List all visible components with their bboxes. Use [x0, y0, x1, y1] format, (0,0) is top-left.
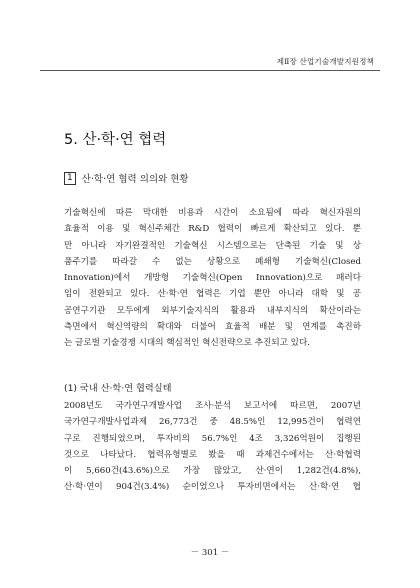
paragraph-line: 측면에서 혁신역량의 확대와 더불어 효율적 배분 및 연계를 촉진하 [64, 322, 361, 333]
subsection-number-box: 1 [64, 172, 76, 185]
paragraph-line: 품주기를 따라갈 수 없는 상황으로 폐쇄형 기술혁신(Closed [64, 256, 361, 267]
paragraph-line: 것으로 나타났다. 협력유형별로 봤을 때 과제건수에서는 산·학협력 [64, 449, 361, 460]
paragraph-line: 만 아니라 자기완결적인 기술혁신 시스템으로는 단축된 기술 및 상 [64, 240, 361, 251]
paragraph-line: 임이 전환되고 있다. 산·학·연 협력은 기업 뿐만 아니라 대학 및 공 [64, 289, 361, 300]
paragraph-intro [64, 205, 361, 352]
section-title: 5. 산·학·연 협력 [64, 132, 167, 148]
paragraph-line: 공연구기관 모두에게 외부기술지식의 활용과 내부지식의 확산이라는 [64, 305, 361, 316]
paragraph-line: 산·학·연이 904건(3.4%) 순이었으나 투자비면에서는 산·학·연 협 [64, 482, 361, 493]
paragraph-line: 2008년도 국가연구개발사업 조사·분석 보고서에 따르면, 2007년 [64, 401, 361, 411]
paragraph-line: 는 글로벌 기술경쟁 시대의 핵심적인 혁신전략으로 추진되고 있다. [64, 338, 310, 349]
paragraph-domestic-status [64, 398, 361, 496]
paragraph-line: 효율적 이용 및 혁신주체간 R&D 협력이 빠르게 확산되고 있다. 뿐 [64, 224, 361, 235]
running-head: 제Ⅱ장 산업기술개발지원정책 [276, 57, 374, 66]
subsection-title: 산·학·연 협력 의의와 현황 [81, 174, 189, 185]
paragraph-line: 구로 진행되었으며, 투자비의 56.7%인 4조 3,326억원이 집행된 [64, 433, 361, 444]
subsubsection-heading: (1) 국내 산·학·연 협력실태 [64, 383, 172, 394]
paragraph-line: 이 5,660건(43.6%)으로 가장 많았고, 산·연이 1,282건(4.8%), [64, 466, 361, 477]
paragraph-line: Innovation)에서 개방형 기술혁신(Open Innovation)으로 패러다 [64, 273, 361, 284]
paragraph-line: 기술혁신에 따른 막대한 비용과 시간이 소요됨에 따라 혁신자원의 [64, 208, 361, 218]
subsection-heading [64, 171, 189, 185]
paragraph-line: 국가연구개발사업과제 26,773건 중 48.5%인 12,995건이 협력연 [64, 417, 361, 428]
header-rule [40, 70, 380, 71]
page-number: － 301 － [190, 548, 230, 558]
